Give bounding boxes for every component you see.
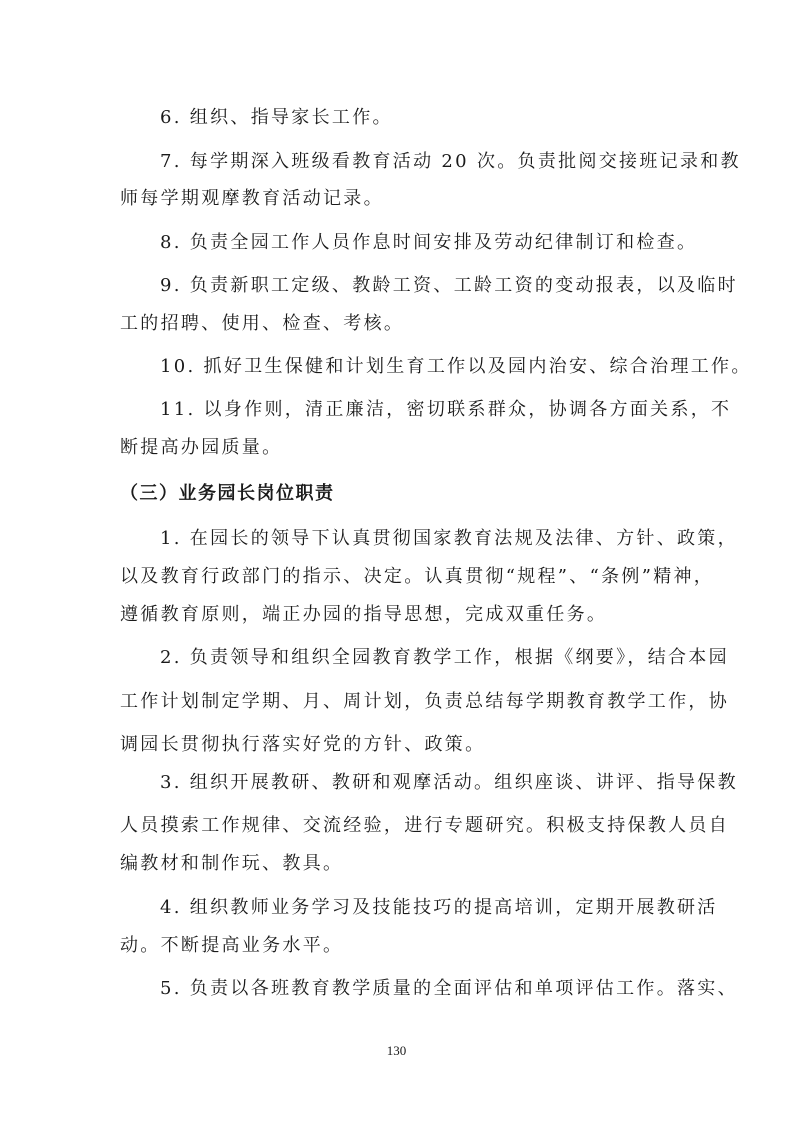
paragraph-line: 遵循教育原则，端正办园的指导思想，完成双重任务。: [120, 604, 608, 625]
paragraph-line: 工作计划制定学期、月、周计划，负责总结每学期教育教学工作，协: [120, 691, 729, 712]
paragraph-line: 9. 负责新职工定级、教龄工资、工龄工资的变动报表，以及临时: [160, 275, 738, 296]
paragraph-line: 调园长贯彻执行落实好党的方针、政策。: [120, 734, 486, 755]
paragraph-line: 工的招聘、使用、检查、考核。: [120, 313, 405, 334]
paragraph-line: 4. 组织教师业务学习及技能技巧的提高培训，定期开展教研活: [160, 897, 718, 918]
paragraph-line: 以及教育行政部门的指示、决定。认真贯彻“规程”、“条例”精神，: [120, 566, 715, 587]
paragraph-line: 8. 负责全园工作人员作息时间安排及劳动纪律制订和检查。: [160, 232, 698, 253]
paragraph-line: 人员摸索工作规律、交流经验，进行专题研究。积极支持保教人员自: [120, 815, 729, 836]
page-number: 130: [386, 1043, 407, 1058]
section-heading: （三）业务园长岗位职责: [120, 483, 335, 504]
paragraph-line: 断提高办园质量。: [120, 437, 283, 458]
paragraph-line: 编教材和制作玩、教具。: [120, 853, 344, 874]
paragraph-line: 3. 组织开展教研、教研和观摩活动。组织座谈、讲评、指导保教: [160, 772, 738, 793]
paragraph-line: 7. 每学期深入班级看教育活动 20 次。负责批阅交接班记录和教: [160, 151, 741, 172]
paragraph-line: 1. 在园长的领导下认真贯彻国家教育法规及法律、方针、政策，: [160, 528, 738, 549]
paragraph-line: 11. 以身作则，清正廉洁，密切联系群众，协调各方面关系，不: [160, 399, 732, 420]
paragraph-line: 5. 负责以各班教育教学质量的全面评估和单项评估工作。落实、: [160, 978, 738, 999]
paragraph-line: 6. 组织、指导家长工作。: [160, 107, 393, 128]
paragraph-line: 10. 抓好卫生保健和计划生育工作以及园内治安、综合治理工作。: [160, 356, 752, 377]
paragraph-line: 2. 负责领导和组织全园教育教学工作，根据《纲要》，结合本园: [160, 647, 729, 668]
paragraph-line: 动。不断提高业务水平。: [120, 935, 344, 956]
paragraph-line: 师每学期观摩教育活动记录。: [120, 188, 384, 209]
